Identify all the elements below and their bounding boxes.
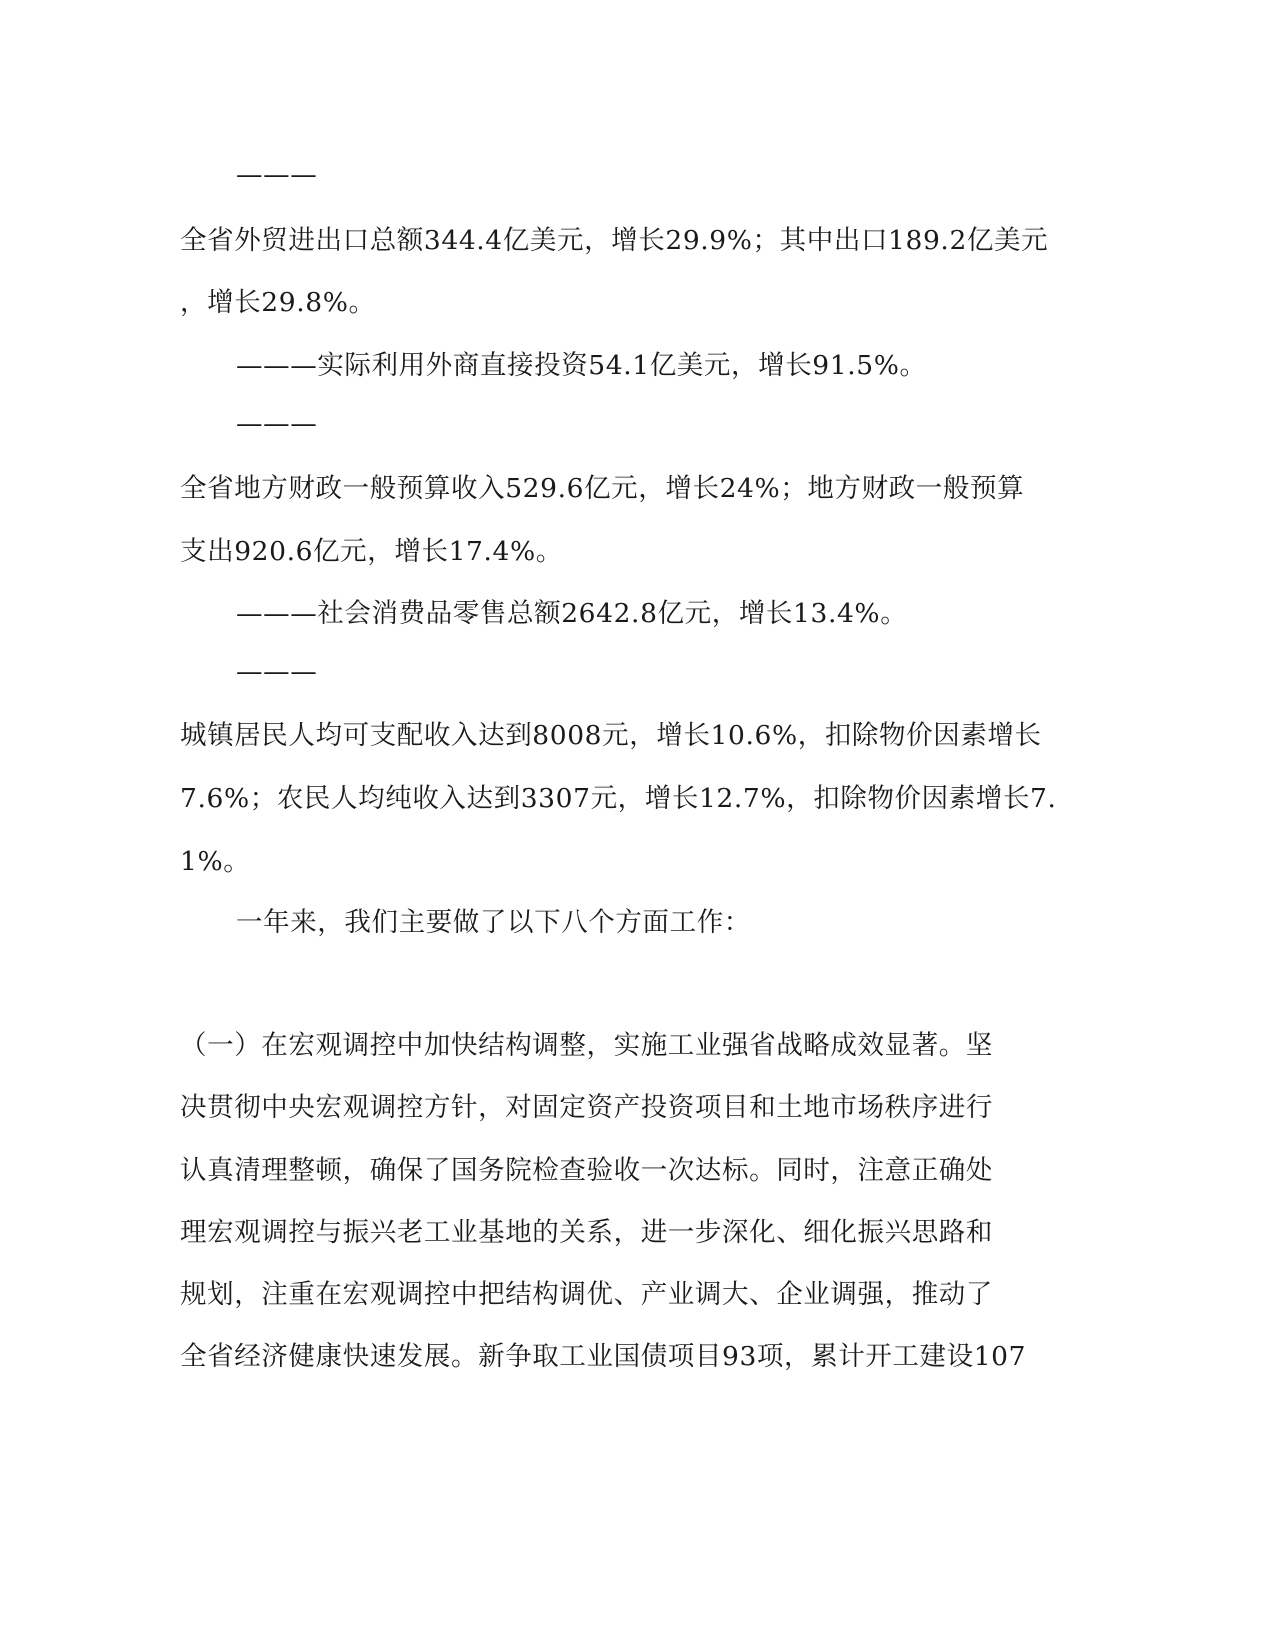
text-line: 规划，注重在宏观调控中把结构调优、产业调大、企业调强，推动了 <box>180 1279 993 1310</box>
text-line: ———实际利用外商直接投资54.1亿美元，增长91.5%。 <box>236 350 927 381</box>
text-line: （一）在宏观调控中加快结构调整，实施工业强省战略成效显著。坚 <box>180 1030 993 1061</box>
text-line: ，增长29.8%。 <box>180 287 376 318</box>
dash-line: ——— <box>236 656 318 687</box>
dash-line: ——— <box>236 159 318 190</box>
text-line: 城镇居民人均可支配收入达到8008元，增长10.6%，扣除物价因素增长 <box>180 720 1042 751</box>
text-line: 决贯彻中央宏观调控方针，对固定资产投资项目和土地市场秩序进行 <box>180 1092 993 1123</box>
text-line: 支出920.6亿元，增长17.4%。 <box>180 536 563 567</box>
text-line: 认真清理整顿，确保了国务院检查验收一次达标。同时，注意正确处 <box>180 1155 993 1186</box>
text-line: 一年来，我们主要做了以下八个方面工作： <box>236 907 751 938</box>
text-line: 全省地方财政一般预算收入529.6亿元，增长24%；地方财政一般预算 <box>180 473 1025 504</box>
text-line: ———社会消费品零售总额2642.8亿元，增长13.4%。 <box>236 598 908 629</box>
text-line: 理宏观调控与振兴老工业基地的关系，进一步深化、细化振兴思路和 <box>180 1217 993 1248</box>
text-line: 7.6%；农民人均纯收入达到3307元，增长12.7%，扣除物价因素增长7. <box>180 783 1057 814</box>
text-line: 1%。 <box>180 846 251 877</box>
text-line: 全省经济健康快速发展。新争取工业国债项目93项，累计开工建设107 <box>180 1341 1027 1372</box>
text-line: 全省外贸进出口总额344.4亿美元，增长29.9%；其中出口189.2亿美元 <box>180 225 1049 256</box>
dash-line: ——— <box>236 408 318 439</box>
